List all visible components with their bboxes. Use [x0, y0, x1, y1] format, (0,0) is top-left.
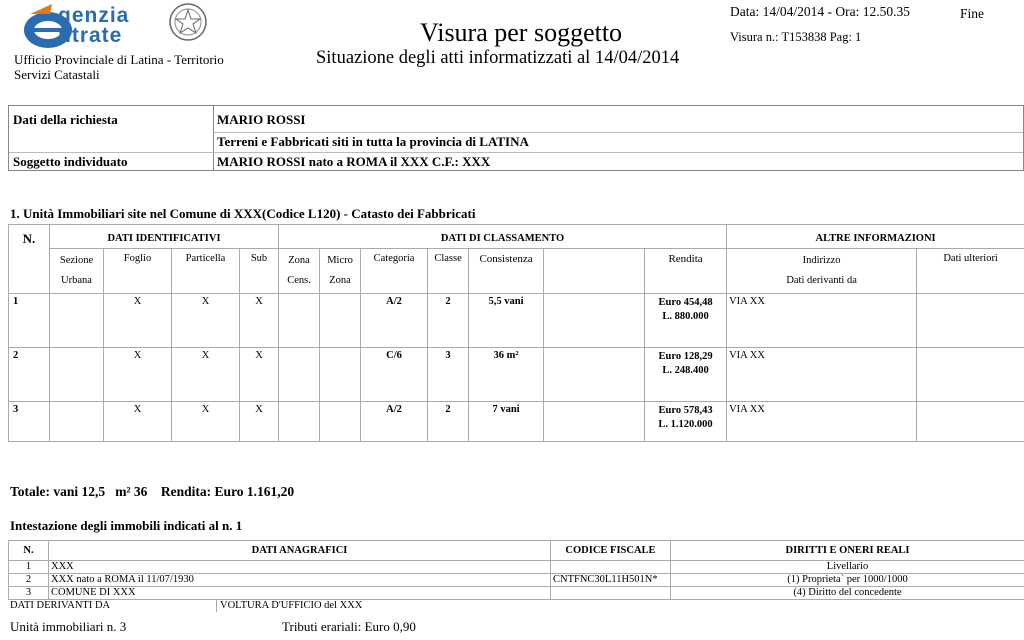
col-rendita: Rendita [645, 249, 727, 294]
label-dati-richiesta: Dati della richiesta [13, 112, 118, 127]
servizi-catastali: Servizi Catastali [14, 67, 100, 82]
richiesta-nome: MARIO ROSSI [217, 112, 306, 127]
table-row: 3 COMUNE DI XXX (4) Diritto del concedente [9, 587, 1024, 600]
col-n: N. [9, 225, 50, 294]
dati-derivanti-row [8, 600, 1024, 612]
tributi-erariali: Tributi erariali: Euro 0,90 [282, 619, 416, 634]
label-soggetto-individuato: Soggetto individuato [13, 154, 128, 169]
visura-number: Visura n.: T153838 Pag: 1 [730, 30, 862, 44]
col-empty [544, 249, 645, 294]
col-int-n: N. [9, 541, 49, 561]
table-row: 1 X X X A/2 2 5,5 vani Euro 454,48 L. 880.000 VIA XX [9, 294, 1024, 348]
fabbricati-table [8, 224, 1024, 442]
col-diritti: DIRITTI E ONERI REALI [671, 541, 1024, 561]
col-consistenza: Consistenza [469, 249, 544, 294]
table-row: 3 X X X A/2 2 7 vani Euro 578,43 L. 1.120.000 VIA XX [9, 402, 1024, 442]
richiesta-ambito: Terreni e Fabbricati siti in tutta la provincia di LATINA [217, 134, 529, 149]
col-sub: Sub [240, 249, 279, 294]
col-dati-anagrafici: DATI ANAGRAFICI [49, 541, 551, 561]
totale-line: Totale: vani 12,5 m² 36 Rendita: Euro 1.161,20 [10, 484, 295, 499]
dati-derivanti-value: VOLTURA D'UFFICIO del XXX [220, 600, 363, 611]
header-dati-identificativi: DATI IDENTIFICATIVI [50, 225, 279, 249]
dati-derivanti-label: DATI DERIVANTI DA [10, 600, 111, 611]
page-subtitle: Situazione degli atti informatizzati al 14/04/2014 [316, 48, 680, 68]
section-title-fabbricati: 1. Unità Immobiliari site nel Comune di XXX(Codice L120) - Catasto dei Fabbricati [10, 206, 476, 221]
col-foglio: Foglio [104, 249, 172, 294]
intestazione-table [8, 540, 1024, 600]
intestazione-title: Intestazione degli immobili indicati al n. 1 [10, 518, 243, 533]
col-codice-fiscale: CODICE FISCALE [551, 541, 671, 561]
italian-emblem-icon [168, 2, 208, 47]
table-row: 2 X X X C/6 3 36 m² Euro 128,29 L. 248.400 VIA XX [9, 348, 1024, 402]
logo-text-entrate: ntrate [58, 24, 123, 47]
fine-label: Fine [960, 6, 985, 21]
unita-immobiliari-count: Unità immobiliari n. 3 [10, 619, 127, 634]
request-box [8, 105, 1024, 171]
col-categoria: Categoria [361, 249, 428, 294]
soggetto-value: MARIO ROSSI nato a ROMA il XXX C.F.: XXX [217, 154, 491, 169]
logo-text-agenzia: genzia [58, 4, 130, 27]
header-altre-informazioni: ALTRE INFORMAZIONI [727, 225, 1024, 249]
col-dati-ulteriori: Dati ulteriori [917, 249, 1024, 294]
table-row: 2 XXX nato a ROMA il 11/07/1930 CNTFNC30L11H501N* (1) Proprieta` per 1000/1000 [9, 574, 1024, 587]
col-classe: Classe [428, 249, 469, 294]
header-dati-classamento: DATI DI CLASSAMENTO [279, 225, 727, 249]
col-micro-zona: Micro Zona [320, 249, 361, 294]
ufficio-provinciale: Ufficio Provinciale di Latina - Territorio [14, 52, 224, 67]
col-sezione: Sezione Urbana [50, 249, 104, 294]
datetime: Data: 14/04/2014 - Ora: 12.50.35 [730, 4, 910, 19]
col-zona-cens: Zona Cens. [279, 249, 320, 294]
table-row: 1 XXX Livellario [9, 561, 1024, 574]
col-indirizzo: Indirizzo Dati derivanti da [727, 249, 917, 294]
page-title: Visura per soggetto [420, 18, 623, 47]
col-particella: Particella [172, 249, 240, 294]
